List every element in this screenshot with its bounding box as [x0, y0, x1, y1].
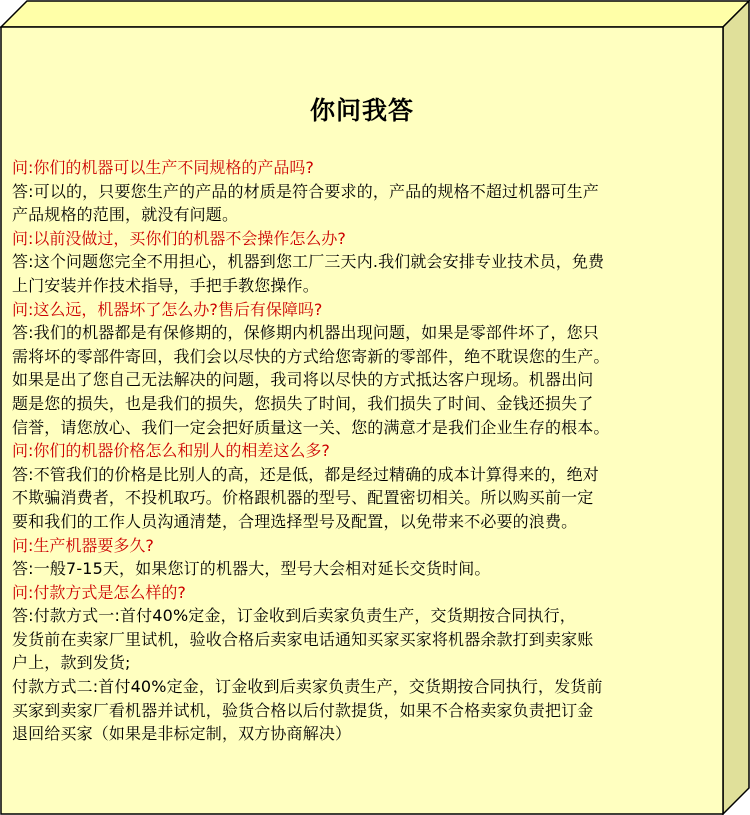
question-text: 问:你们的机器可以生产不同规格的产品吗?	[12, 158, 314, 177]
qa-item	[12, 298, 712, 440]
qa-item	[12, 534, 712, 581]
answer-line: 答:我们的机器都是有保修期的，保修期内机器出现问题，如果是零部件坏了，您只	[12, 323, 599, 343]
answer-line: 退回给买家（如果是非标定制，双方协商解决）	[12, 724, 352, 744]
qa-item	[12, 581, 712, 746]
answer-line: 需将坏的零部件寄回，我们会以尽快的方式给您寄新的零部件，绝不耽误您的生产。	[12, 346, 610, 366]
answer-line: 题是您的损失，也是我们的损失，您损失了时间，我们损失了时间、金钱还损失了	[12, 393, 594, 413]
question-text: 问:以前没做过，买你们的机器不会操作怎么办?	[12, 228, 346, 248]
answer-line: 如果是出了您自己无法解决的问题，我司将以尽快的方式抵达客户现场。机器出问	[12, 370, 594, 390]
question-text: 问:付款方式是怎么样的?	[12, 582, 186, 602]
answer-line: 答:不管我们的价格是比别人的高，还是低，都是经过精确的成本计算得来的，绝对	[12, 464, 599, 484]
qa-list	[12, 156, 712, 746]
answer-line: 产品规格的范围，就没有问题。	[12, 205, 239, 225]
answer-line: 发货前在卖家厂里试机，验收合格后卖家电话通知买家买家将机器余款打到卖家账	[12, 629, 594, 649]
faq-content	[12, 30, 712, 746]
qa-item	[12, 227, 712, 298]
question-text: 问:你们的机器价格怎么和别人的相差这么多?	[12, 441, 330, 461]
answer-line: 答:可以的，只要您生产的产品的材质是符合要求的，产品的规格不超过机器可生产	[12, 181, 599, 201]
answer-line: 要和我们的工作人员沟通清楚，合理选择型号及配置，以免带来不必要的浪费。	[12, 511, 578, 531]
answer-line: 付款方式二:首付40%定金，订金收到后卖家负责生产，交货期按合同执行，发货前	[12, 677, 603, 697]
answer-line: 户上，款到发货;	[12, 653, 131, 673]
answer-line: 答:付款方式一:首付40%定金，订金收到后卖家负责生产，交货期按合同执行，	[12, 606, 576, 626]
page-title: 你问我答	[309, 96, 414, 125]
box-side-face	[723, 1, 749, 814]
question-text: 问:这么远，机器坏了怎么办?售后有保障吗?	[12, 299, 323, 319]
answer-line: 答:一般7-15天，如果您订的机器大，型号大会相对延长交货时间。	[12, 559, 491, 579]
answer-line: 上门安装并作技术指导，手把手教您操作。	[12, 275, 319, 295]
qa-item	[12, 156, 712, 227]
answer-line: 答:这个问题您完全不用担心，机器到您工厂三天内.我们就会安排专业技术员，免费	[12, 252, 605, 272]
qa-item	[12, 439, 712, 533]
answer-line: 不欺骗消费者，不投机取巧。价格跟机器的型号、配置密切相关。所以购买前一定	[12, 488, 594, 508]
answer-line: 买家到卖家厂看机器并试机，验货合格以后付款提货，如果不合格卖家负责把订金	[12, 700, 594, 720]
answer-line: 信誉，请您放心、我们一定会把好质量这一关、您的满意才是我们企业生存的根本。	[12, 417, 610, 437]
question-text: 问:生产机器要多久?	[12, 535, 154, 555]
box-top-face	[1, 1, 749, 27]
